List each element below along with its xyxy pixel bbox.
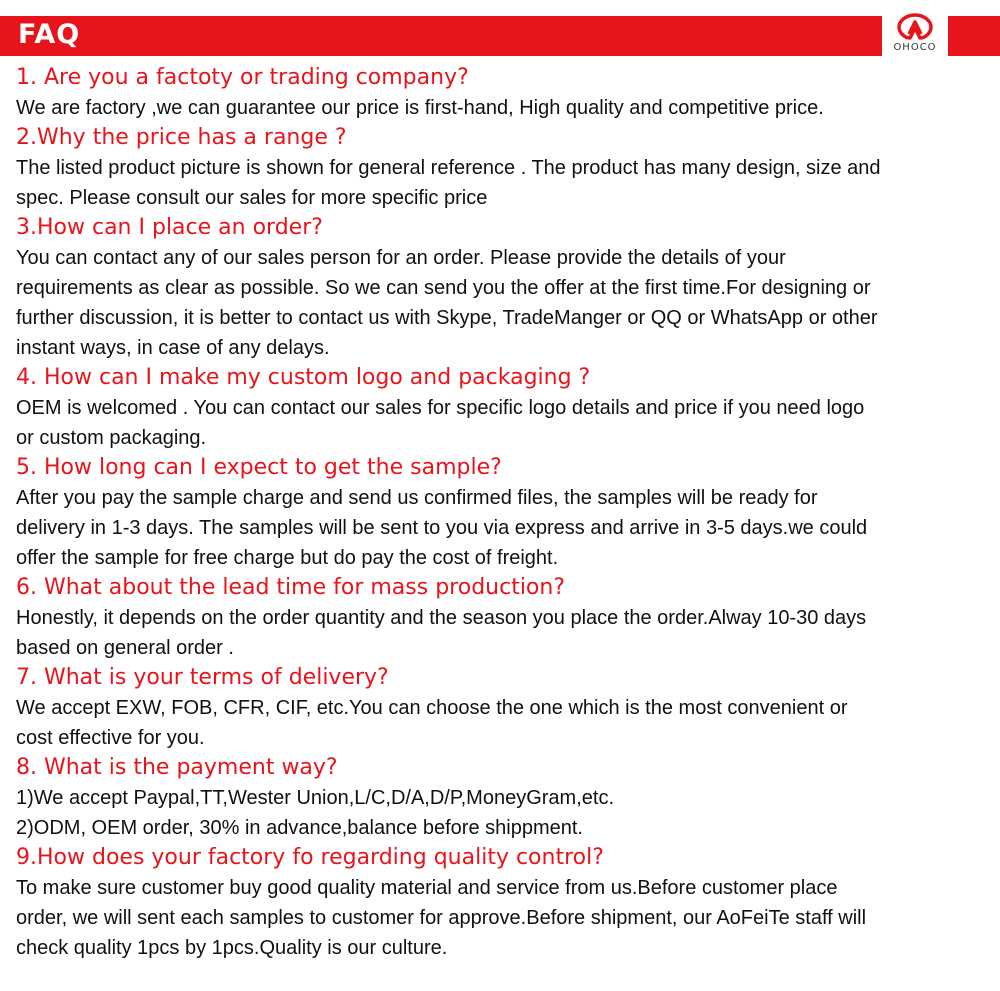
- faq-question: 5. How long can I expect to get the sample?: [16, 455, 502, 480]
- faq-item: [16, 573, 986, 663]
- faq-answer-line: check quality 1pcs by 1pcs.Quality is our culture.: [16, 937, 448, 959]
- faq-item: [16, 753, 986, 843]
- faq-answer-line: cost effective for you.: [16, 727, 205, 749]
- faq-answer-line: We accept EXW, FOB, CFR, CIF, etc.You can choose the one which is the most convenient or: [16, 697, 848, 719]
- faq-answer-line: You can contact any of our sales person for an order. Please provide the details of your: [16, 247, 786, 269]
- faq-answer-line: 1)We accept Paypal,TT,Wester Union,L/C,D/A,D/P,MoneyGram,etc.: [16, 787, 615, 809]
- faq-answer-line: Honestly, it depends on the order quantity and the season you place the order.Alway 10-30 days: [16, 607, 867, 629]
- faq-question: 3.How can I place an order?: [16, 215, 323, 240]
- faq-item: [16, 363, 986, 453]
- faq-answer-line: spec. Please consult our sales for more specific price: [16, 187, 488, 209]
- faq-question: 7. What is your terms of delivery?: [16, 665, 389, 690]
- faq-answer-line: We are factory ,we can guarantee our price is first-hand, High quality and competitive price.: [16, 97, 824, 119]
- logo-mark-icon: [896, 12, 934, 42]
- faq-answer-line: OEM is welcomed . You can contact our sales for specific logo details and price if you need logo: [16, 397, 865, 419]
- faq-item: [16, 453, 986, 573]
- faq-item: [16, 663, 986, 753]
- faq-answer-line: To make sure customer buy good quality material and service from us.Before customer place: [16, 877, 838, 899]
- header-red-bar-right: [948, 16, 1000, 56]
- faq-answer-line: instant ways, in case of any delays.: [16, 337, 330, 359]
- faq-answer-line: or custom packaging.: [16, 427, 207, 449]
- faq-answer-line: requirements as clear as possible. So we can send you the offer at the first time.For designing or: [16, 277, 871, 299]
- faq-answer-line: delivery in 1-3 days. The samples will be sent to you via express and arrive in 3-5 days.we could: [16, 517, 868, 539]
- faq-list: [16, 63, 986, 963]
- faq-answer-line: The listed product picture is shown for general reference . The product has many design, size and: [16, 157, 881, 179]
- faq-item: [16, 213, 986, 363]
- faq-question: 1. Are you a factoty or trading company?: [16, 65, 469, 90]
- faq-answer-line: 2)ODM, OEM order, 30% in advance,balance before shippment.: [16, 817, 583, 839]
- faq-question: 2.Why the price has a range ?: [16, 125, 347, 150]
- faq-question: 9.How does your factory fo regarding quality control?: [16, 845, 604, 870]
- brand-logo: [884, 12, 946, 58]
- page-title: FAQ: [18, 19, 81, 50]
- faq-header: [0, 16, 1000, 56]
- logo-text: OHOCO: [893, 42, 937, 53]
- faq-question: 4. How can I make my custom logo and packaging ?: [16, 365, 591, 390]
- faq-answer-line: After you pay the sample charge and send us confirmed files, the samples will be ready for: [16, 487, 818, 509]
- faq-answer-line: further discussion, it is better to contact us with Skype, TradeManger or QQ or WhatsApp or other: [16, 307, 878, 329]
- faq-item: [16, 63, 986, 123]
- header-red-bar: [0, 16, 882, 56]
- faq-answer-line: order, we will sent each samples to customer for approve.Before shipment, our AoFeiTe staff will: [16, 907, 867, 929]
- faq-question: 8. What is the payment way?: [16, 755, 338, 780]
- faq-answer-line: offer the sample for free charge but do pay the cost of freight.: [16, 547, 559, 569]
- faq-answer-line: based on general order .: [16, 637, 234, 659]
- faq-item: [16, 843, 986, 963]
- faq-item: [16, 123, 986, 213]
- faq-question: 6. What about the lead time for mass production?: [16, 575, 566, 600]
